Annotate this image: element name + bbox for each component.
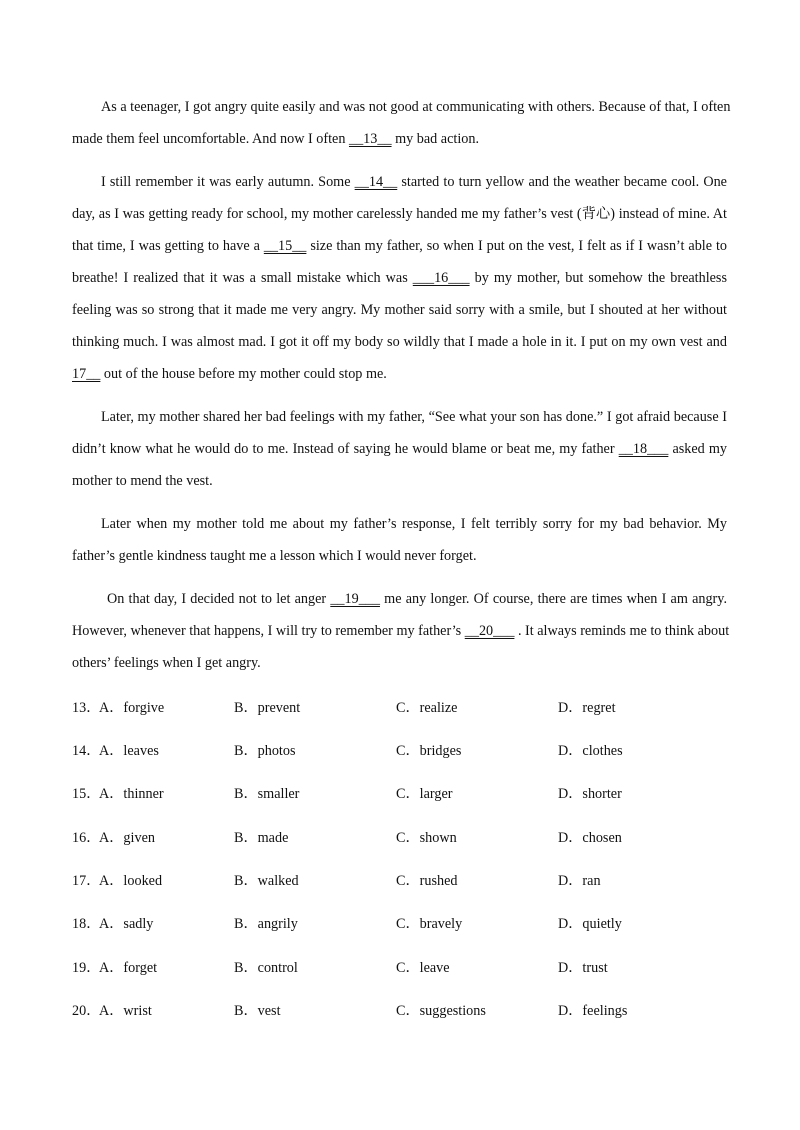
- option-d[interactable]: D．regret: [558, 700, 616, 716]
- option-c[interactable]: C．suggestions: [396, 1003, 486, 1019]
- option-c[interactable]: C．leave: [396, 960, 450, 976]
- option-b[interactable]: B．angrily: [234, 916, 298, 932]
- option-d[interactable]: D．feelings: [558, 1003, 628, 1019]
- blank-14: __14__: [354, 174, 398, 190]
- question-14: [72, 740, 752, 760]
- paragraph-4-line-2: father’s gentle kindness taught me a lesson which I would never forget.: [72, 548, 477, 564]
- paragraph-5-line-1: On that day, I decided not to let anger __19___ me any longer. Of course, there are times when I am angry.: [107, 591, 727, 607]
- blank-13: __13__: [348, 131, 392, 147]
- option-a[interactable]: A．leaves: [99, 743, 159, 759]
- question-number: 20．: [72, 1003, 101, 1019]
- paragraph-5-line-3: others’ feelings when I get angry.: [72, 655, 261, 671]
- paragraph-1-line-1: As a teenager, I got angry quite easily and was not good at communicating with others. Because of that, I often: [101, 99, 731, 115]
- option-a[interactable]: A．thinner: [99, 786, 164, 802]
- paragraph-2-line-2: day, as I was getting ready for school, my mother carelessly handed me my father’s vest (背心) instead of mine. At: [72, 206, 727, 222]
- question-number: 14．: [72, 743, 101, 759]
- option-a[interactable]: A．forget: [99, 960, 158, 976]
- option-b[interactable]: B．walked: [234, 873, 299, 889]
- option-d[interactable]: D．clothes: [558, 743, 623, 759]
- option-c[interactable]: C．rushed: [396, 873, 458, 889]
- question-19: [72, 957, 752, 977]
- option-a[interactable]: A．looked: [99, 873, 163, 889]
- question-20: [72, 1000, 752, 1020]
- paragraph-2-line-6: thinking much. I was almost mad. I got it off my body so wildly that I made a hole in it. I put on my own vest and: [72, 334, 727, 350]
- option-d[interactable]: D．chosen: [558, 830, 622, 846]
- question-18: [72, 913, 752, 933]
- option-a[interactable]: A．given: [99, 830, 155, 846]
- paragraph-2-line-7: 17__ out of the house before my mother could stop me.: [72, 366, 387, 382]
- option-c[interactable]: C．realize: [396, 700, 458, 716]
- option-c[interactable]: C．larger: [396, 786, 453, 802]
- blank-20: __20___: [464, 623, 515, 639]
- blank-15: __15__: [263, 238, 307, 254]
- option-b[interactable]: B．control: [234, 960, 298, 976]
- option-d[interactable]: D．quietly: [558, 916, 622, 932]
- option-b[interactable]: B．smaller: [234, 786, 300, 802]
- blank-18: __18___: [618, 441, 669, 457]
- option-a[interactable]: A．wrist: [99, 1003, 152, 1019]
- question-number: 18．: [72, 916, 101, 932]
- option-d[interactable]: D．ran: [558, 873, 601, 889]
- option-c[interactable]: C．bravely: [396, 916, 463, 932]
- option-b[interactable]: B．made: [234, 830, 289, 846]
- paragraph-3-line-3: mother to mend the vest.: [72, 473, 213, 489]
- question-13: [72, 697, 752, 717]
- option-d[interactable]: D．trust: [558, 960, 608, 976]
- option-d[interactable]: D．shorter: [558, 786, 622, 802]
- blank-19: __19___: [330, 591, 380, 607]
- option-c[interactable]: C．bridges: [396, 743, 462, 759]
- paragraph-3-line-2: didn’t know what he would do to me. Instead of saying he would blame or beat me, my father __18___ asked my: [72, 441, 727, 457]
- paragraph-5-line-2: However, whenever that happens, I will try to remember my father’s __20___ . It always reminds me to think about: [72, 623, 730, 639]
- blank-17: 17__: [72, 366, 101, 382]
- option-b[interactable]: B．photos: [234, 743, 296, 759]
- question-number: 13．: [72, 700, 101, 716]
- paragraph-2-line-3: that time, I was getting to have a __15__ size than my father, so when I put on the vest, I felt as if I wasn’t able to: [72, 238, 727, 254]
- paragraph-3-line-1: Later, my mother shared her bad feelings with my father, “See what your son has done.” I got afraid because I: [101, 409, 727, 425]
- option-b[interactable]: B．prevent: [234, 700, 301, 716]
- question-number: 15．: [72, 786, 101, 802]
- question-number: 17．: [72, 873, 101, 889]
- question-number: 19．: [72, 960, 101, 976]
- option-b[interactable]: B．vest: [234, 1003, 281, 1019]
- question-15: [72, 783, 752, 803]
- option-a[interactable]: A．forgive: [99, 700, 165, 716]
- paragraph-1-line-2: made them feel uncomfortable. And now I often __13__ my bad action.: [72, 131, 479, 147]
- question-16: [72, 827, 752, 847]
- blank-16: ___16___: [412, 270, 470, 286]
- question-17: [72, 870, 752, 890]
- paragraph-2-line-5: feeling was so strong that it made me very angry. My mother said sorry with a smile, but I shouted at her without: [72, 302, 727, 318]
- paragraph-2-line-4: breathe! I realized that it was a small mistake which was ___16___ by my mother, but somehow the breathless: [72, 270, 727, 286]
- paragraph-4-line-1: Later when my mother told me about my father’s response, I felt terribly sorry for my bad behavior. My: [101, 516, 727, 532]
- paragraph-2-line-1: I still remember it was early autumn. Some __14__ started to turn yellow and the weather became cool. One: [101, 174, 727, 190]
- question-number: 16．: [72, 830, 101, 846]
- option-c[interactable]: C．shown: [396, 830, 457, 846]
- option-a[interactable]: A．sadly: [99, 916, 154, 932]
